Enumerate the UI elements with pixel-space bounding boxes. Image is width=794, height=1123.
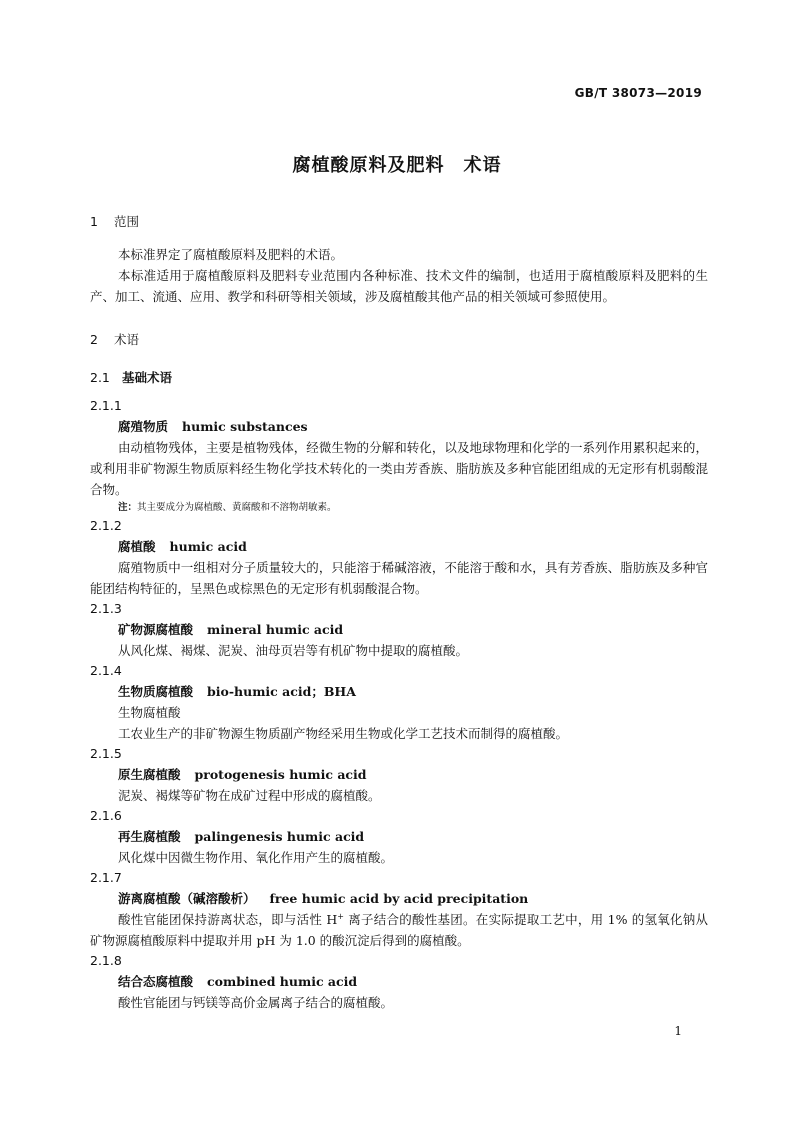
section-heading-scope (90, 212, 708, 232)
term-number: 2.1.2 (90, 518, 122, 533)
term-definition: 酸性官能团与钙镁等高价金属离子结合的腐植酸。 (118, 995, 394, 1010)
term-heading (90, 826, 708, 847)
term-en: humic acid (169, 539, 247, 554)
term-number: 2.1.7 (90, 870, 122, 885)
section-title: 范围 (114, 214, 140, 229)
definition-part-a: 酸性官能团保持游离状态，即与活性 H (118, 912, 338, 927)
term-en: humic substances (182, 419, 308, 434)
section-title: 术语 (114, 332, 140, 347)
term-number: 2.1.6 (90, 808, 122, 823)
term-en: combined humic acid (207, 974, 358, 989)
term-en: mineral humic acid (207, 622, 344, 637)
term-definition: 风化煤中因微生物作用、氧化作用产生的腐植酸。 (118, 850, 394, 865)
subsection-number: 2.1 (90, 370, 110, 385)
standard-number: GB/T 38073—2019 (574, 86, 702, 100)
term-heading (90, 888, 708, 909)
term-zh: 腐殖物质 (118, 419, 169, 434)
term-en: palingenesis humic acid (194, 829, 365, 844)
term-zh: 腐植酸 (118, 539, 156, 554)
term-number: 2.1.8 (90, 953, 122, 968)
term-heading (90, 971, 708, 992)
subsection-title: 基础术语 (122, 370, 173, 385)
term-note (90, 500, 708, 516)
term-heading (90, 764, 708, 785)
scope-paragraph-1: 本标准界定了腐植酸原料及肥料的术语。 (118, 247, 344, 262)
superscript-plus: + (337, 911, 344, 921)
term-zh: 原生腐植酸 (118, 767, 181, 782)
term-number: 2.1.5 (90, 746, 122, 761)
term-zh: 游离腐植酸（碱溶酸析） (118, 891, 256, 906)
page-number: 1 (674, 1024, 682, 1038)
term-en: protogenesis humic acid (194, 767, 367, 782)
term-en: bio-humic acid；BHA (207, 684, 356, 699)
note-label: 注： (118, 502, 138, 513)
section-heading-terms (90, 330, 708, 350)
term-zh: 矿物源腐植酸 (118, 622, 194, 637)
definition-part-b: 离子结合的酸性基团。在实际提取工艺中，用 1% 的氢氧化钠从矿物源腐植酸原料中提取并用 pH 为 1.0 的酸沉淀后得到的腐植酸。 (90, 912, 708, 948)
term-number: 2.1.4 (90, 663, 122, 678)
document-body (90, 212, 708, 1013)
note-text: 其主要成分为腐植酸、黄腐酸和不溶物胡敏素。 (137, 502, 337, 513)
scope-paragraph-2: 本标准适用于腐植酸原料及肥料专业范围内各种标准、技术文件的编制，也适用于腐植酸原料及肥料的生产、加工、流通、应用、教学和科研等相关领域，涉及腐植酸其他产品的相关领域可参照使用。 (90, 268, 708, 304)
term-definition: 泥炭、褐煤等矿物在成矿过程中形成的腐植酸。 (118, 788, 381, 803)
document-title: 腐植酸原料及肥料 术语 (292, 155, 502, 176)
section-number: 1 (90, 214, 98, 229)
term-definition: 工农业生产的非矿物源生物质副产物经采用生物或化学工艺技术而制得的腐植酸。 (118, 726, 569, 741)
term-zh: 结合态腐植酸 (118, 974, 194, 989)
term-heading (90, 619, 708, 640)
term-heading (90, 536, 708, 557)
term-number: 2.1.1 (90, 398, 122, 413)
term-number: 2.1.3 (90, 601, 122, 616)
term-en: free humic acid by acid precipitation (269, 891, 529, 906)
term-zh: 生物质腐植酸 (118, 684, 194, 699)
term-definition (90, 909, 708, 951)
term-definition: 由动植物残体，主要是植物残体，经微生物的分解和转化，以及地球物理和化学的一系列作用累积起来的，或利用非矿物源生物质原料经生物化学技术转化的一类由芳香族、脂肪族及多种官能团组成的无定形有机弱酸混合物。 (90, 440, 708, 497)
section-number: 2 (90, 332, 98, 347)
term-zh: 再生腐植酸 (118, 829, 181, 844)
term-synonym: 生物腐植酸 (118, 705, 181, 720)
subsection-heading-basic-terms (90, 368, 708, 388)
term-heading (90, 416, 708, 437)
term-heading (90, 681, 708, 702)
term-definition: 腐殖物质中一组相对分子质量较大的，只能溶于稀碱溶液，不能溶于酸和水，具有芳香族、脂肪族及多种官能团结构特征的，呈黑色或棕黑色的无定形有机弱酸混合物。 (90, 560, 708, 596)
term-definition: 从风化煤、褐煤、泥炭、油母页岩等有机矿物中提取的腐植酸。 (118, 643, 469, 658)
